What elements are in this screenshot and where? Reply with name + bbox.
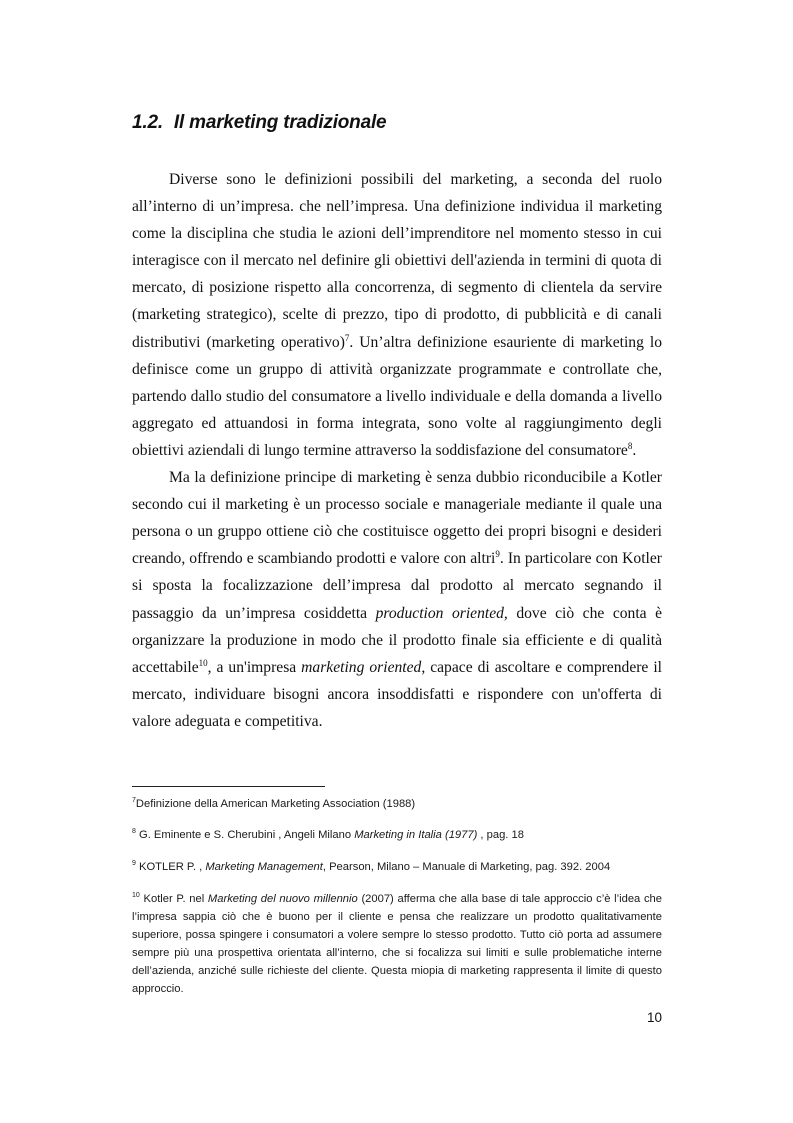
footnote-9-text-b: , Pearson, Milano – Manuale di Marketing, pag. 392. 2004	[322, 861, 611, 873]
footnote-ref-10[interactable]: 10	[198, 657, 208, 668]
paragraph-1-text-c: .	[632, 441, 637, 459]
section-heading	[132, 112, 386, 134]
paragraph-1	[132, 166, 662, 464]
body-text	[132, 166, 662, 735]
footnote-8	[132, 826, 662, 844]
section-title: Il marketing tradizionale	[173, 112, 387, 133]
paragraph-2-text-c: dove ciò che conta è organizzare la produzione in modo che il prodotto finale sia efficiente e di qualità accettabile	[132, 604, 663, 676]
footnote-7-text: Definizione della American Marketing Association (1988)	[135, 798, 416, 810]
footnote-10	[132, 890, 662, 998]
footnote-ref-9[interactable]: 9	[495, 549, 500, 560]
footnote-7-mark: 7	[132, 797, 136, 804]
footnote-10-text-a: Kotler P. nel	[139, 893, 208, 905]
footnote-10-title: Marketing del nuovo millennio	[207, 893, 358, 905]
footnote-ref-8[interactable]: 8	[627, 440, 633, 451]
section-number: 1.2.	[132, 112, 163, 133]
footnote-9	[132, 858, 662, 876]
term-marketing-oriented: marketing oriented	[301, 658, 422, 676]
paragraph-2-text-e: , capace di ascoltare e comprendere il mercato, individuare bisogni ancora insoddisfatti e rispondere con un'offerta di valore adeguata e competitiva.	[132, 658, 662, 730]
term-production-oriented: production oriented,	[375, 604, 508, 622]
paragraph-1-text-b: . Un’altra definizione esauriente di marketing lo definisce come un gruppo di attività organizzate programmate e controllate che, partendo dallo studio del consumatore a livello individuale e della domanda a livello aggregato ed attuandosi in forma integrata, sono volte al raggiungimento degli obiettivi aziendali di lungo termine attraverso la soddisfazione del consumatore	[132, 333, 662, 459]
footnote-7	[132, 795, 662, 813]
footnote-ref-7[interactable]: 7	[344, 332, 350, 343]
paragraph-1-text-a: Diverse sono le definizioni possibili del marketing, a seconda del ruolo all’interno di un’impresa. che nell’impresa. Una definizione individua il marketing come la disciplina che studia le azioni dell’imprenditore nel momento stesso in cui interagisce con il mercato nel definire gli obiettivi dell'azienda in termini di quota di mercato, di posizione rispetto alla concorrenza, di segmento di clientela da servire (marketing strategico), scelte di prezzo, tipo di prodotto, di pubblicità e di canali distributivi (marketing operativo)	[132, 171, 662, 351]
footnote-10-text-b: (2007) afferma che alla base di tale approccio c’è l’idea che l’impresa sappia ciò che è buono per il cliente e pensa che realizzare un prodotto qualitativamente superiore, possa spingere i consumatori a volere sempre lo stesso prodotto. Tutto ciò porta ad assumere sempre più una prospettiva orientata all’interno, che si focalizza sui limiti e sulle problematiche interne dell’azienda, anziché sulle richieste del cliente. Questa miopia di marketing rappresenta il limite di questo approccio.	[132, 893, 663, 995]
page-number: 10	[646, 1010, 662, 1025]
footnote-9-title: Marketing Management	[205, 861, 323, 873]
footnote-separator	[132, 786, 325, 787]
paragraph-2	[132, 464, 662, 735]
footnote-9-text-a: KOTLER P. ,	[135, 861, 206, 873]
footnote-8-mark: 8	[132, 828, 136, 835]
paragraph-2-text-b: . In particolare con Kotler si sposta la focalizzazione dell’impresa dal prodotto al mercato segnando il passaggio da un’impresa cosiddetta	[132, 550, 662, 622]
footnote-8-title: Marketing in Italia (1977)	[354, 829, 478, 841]
paragraph-2-text-a: Ma la definizione principe di marketing è senza dubbio riconducibile a Kotler secondo cui il marketing è un processo sociale e manageriale mediante il quale una persona o un gruppo ottiene ciò che costituisce oggetto dei propri bisogni e desideri creando, offrendo e scambiando prodotti e valore con altri	[132, 469, 662, 568]
footnote-10-mark: 10	[132, 892, 140, 899]
footnote-8-text-a: G. Eminente e S. Cherubini , Angeli Milano	[135, 829, 355, 841]
footnote-9-mark: 9	[132, 860, 136, 867]
paragraph-2-text-d: , a un'impresa	[207, 658, 302, 676]
footnote-8-text-b: , pag. 18	[477, 829, 524, 841]
